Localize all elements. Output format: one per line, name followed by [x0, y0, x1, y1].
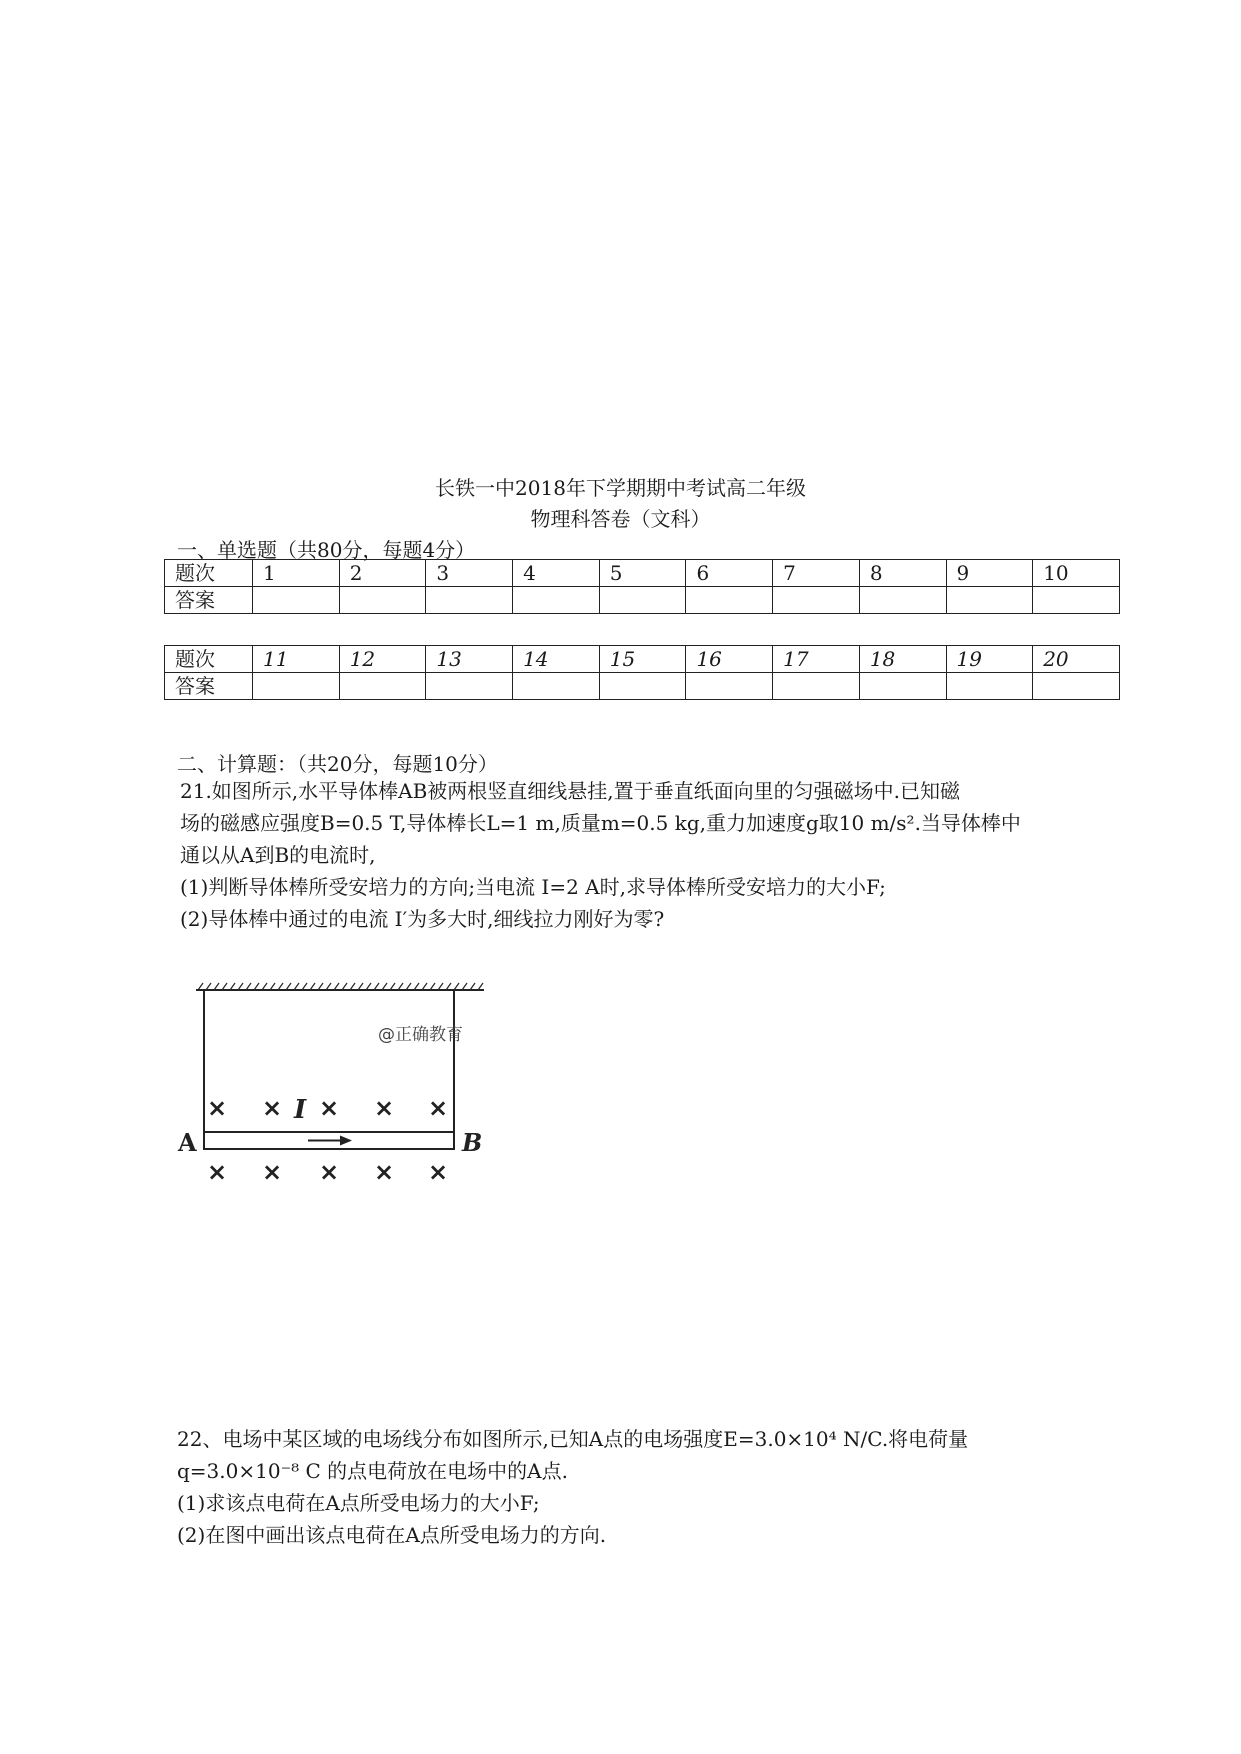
field-cross: ×: [427, 1158, 449, 1186]
question-number: 20: [1033, 646, 1120, 673]
question-number: 8: [859, 560, 946, 587]
question-number: 14: [513, 646, 600, 673]
answer-table-2: [164, 645, 1120, 700]
field-cross: ×: [206, 1158, 228, 1186]
field-cross: ×: [373, 1158, 395, 1186]
row-label-answer: 答案: [165, 673, 253, 700]
question-number: 13: [426, 646, 513, 673]
field-cross: ×: [261, 1158, 283, 1186]
q22-line-1: 22、电场中某区域的电场线分布如图所示,已知A点的电场强度E=3.0×10⁴ N/C.将电荷量: [177, 1427, 969, 1451]
field-cross: ×: [373, 1094, 395, 1122]
answer-cell[interactable]: [426, 587, 513, 614]
row-label-question: 题次: [165, 560, 253, 587]
q22-line-4: (2)在图中画出该点电荷在A点所受电场力的方向.: [177, 1523, 607, 1547]
table-row: [165, 646, 1120, 673]
question-number: 19: [946, 646, 1033, 673]
question-number: 17: [773, 646, 860, 673]
field-cross: ×: [427, 1094, 449, 1122]
answer-cell[interactable]: [859, 587, 946, 614]
answer-cell[interactable]: [253, 673, 340, 700]
question-number: 4: [513, 560, 600, 587]
answer-cell[interactable]: [1033, 587, 1120, 614]
exam-title: 长铁一中2018年下学期期中考试高二年级: [435, 476, 806, 500]
answer-cell[interactable]: [859, 673, 946, 700]
question-number: 10: [1033, 560, 1120, 587]
question-number: 3: [426, 560, 513, 587]
current-label: I: [294, 1095, 307, 1125]
question-number: 5: [599, 560, 686, 587]
answer-cell[interactable]: [946, 587, 1033, 614]
answer-cell[interactable]: [946, 673, 1033, 700]
question-number: 6: [686, 560, 773, 587]
exam-subtitle: 物理科答卷（文科）: [530, 507, 711, 531]
question-22: [177, 1423, 1077, 1551]
field-cross: ×: [318, 1094, 340, 1122]
question-number: 18: [859, 646, 946, 673]
field-cross: ×: [318, 1158, 340, 1186]
q21-line-3: 通以从A到B的电流时,: [180, 843, 376, 867]
question-number: 2: [339, 560, 426, 587]
answer-cell[interactable]: [686, 673, 773, 700]
answer-cell[interactable]: [253, 587, 340, 614]
answer-cell[interactable]: [513, 587, 600, 614]
magnetic-field-figure: [170, 982, 500, 1192]
answer-cell[interactable]: [339, 673, 426, 700]
answer-cell[interactable]: [773, 673, 860, 700]
field-cross: ×: [206, 1094, 228, 1122]
section-2-title: 二、计算题：（共20分，每题10分）: [177, 752, 498, 776]
question-number: 9: [946, 560, 1033, 587]
answer-cell[interactable]: [426, 673, 513, 700]
table-row: [165, 560, 1120, 587]
watermark: @正确教育: [378, 1025, 463, 1045]
question-number: 16: [686, 646, 773, 673]
question-number: 1: [253, 560, 340, 587]
ceiling-hatch: [198, 983, 483, 990]
table-row: [165, 587, 1120, 614]
q21-line-5: (2)导体棒中通过的电流 I′为多大时,细线拉力刚好为零?: [180, 907, 665, 931]
answer-cell[interactable]: [513, 673, 600, 700]
answer-cell[interactable]: [773, 587, 860, 614]
question-number: 11: [253, 646, 340, 673]
q21-line-2: 场的磁感应强度B=0.5 T,导体棒长L=1 m,质量m=0.5 kg,重力加速度g取10 m/s².当导体棒中: [180, 811, 1021, 835]
q21-line-1: 21.如图所示,水平导体棒AB被两根竖直细线悬挂,置于垂直纸面向里的匀强磁场中.已知磁: [180, 779, 961, 803]
question-21: [180, 775, 1080, 935]
q22-line-2: q=3.0×10⁻⁸ C 的点电荷放在电场中的A点.: [177, 1459, 568, 1483]
label-a: A: [178, 1128, 197, 1157]
label-b: B: [462, 1128, 483, 1157]
answer-table-1: [164, 559, 1120, 614]
answer-cell[interactable]: [599, 673, 686, 700]
row-label-answer: 答案: [165, 587, 253, 614]
field-cross: ×: [261, 1094, 283, 1122]
answer-cell[interactable]: [686, 587, 773, 614]
section-1-title: 一、单选题（共80分，每题4分）: [177, 538, 476, 562]
row-label-question: 题次: [165, 646, 253, 673]
answer-cell[interactable]: [339, 587, 426, 614]
question-number: 15: [599, 646, 686, 673]
answer-cell[interactable]: [599, 587, 686, 614]
question-number: 7: [773, 560, 860, 587]
q22-line-3: (1)求该点电荷在A点所受电场力的大小F;: [177, 1491, 540, 1515]
answer-cell[interactable]: [1033, 673, 1120, 700]
table-row: [165, 673, 1120, 700]
q21-line-4: (1)判断导体棒所受安培力的方向;当电流 I=2 A时,求导体棒所受安培力的大小F;: [180, 875, 886, 899]
question-number: 12: [339, 646, 426, 673]
